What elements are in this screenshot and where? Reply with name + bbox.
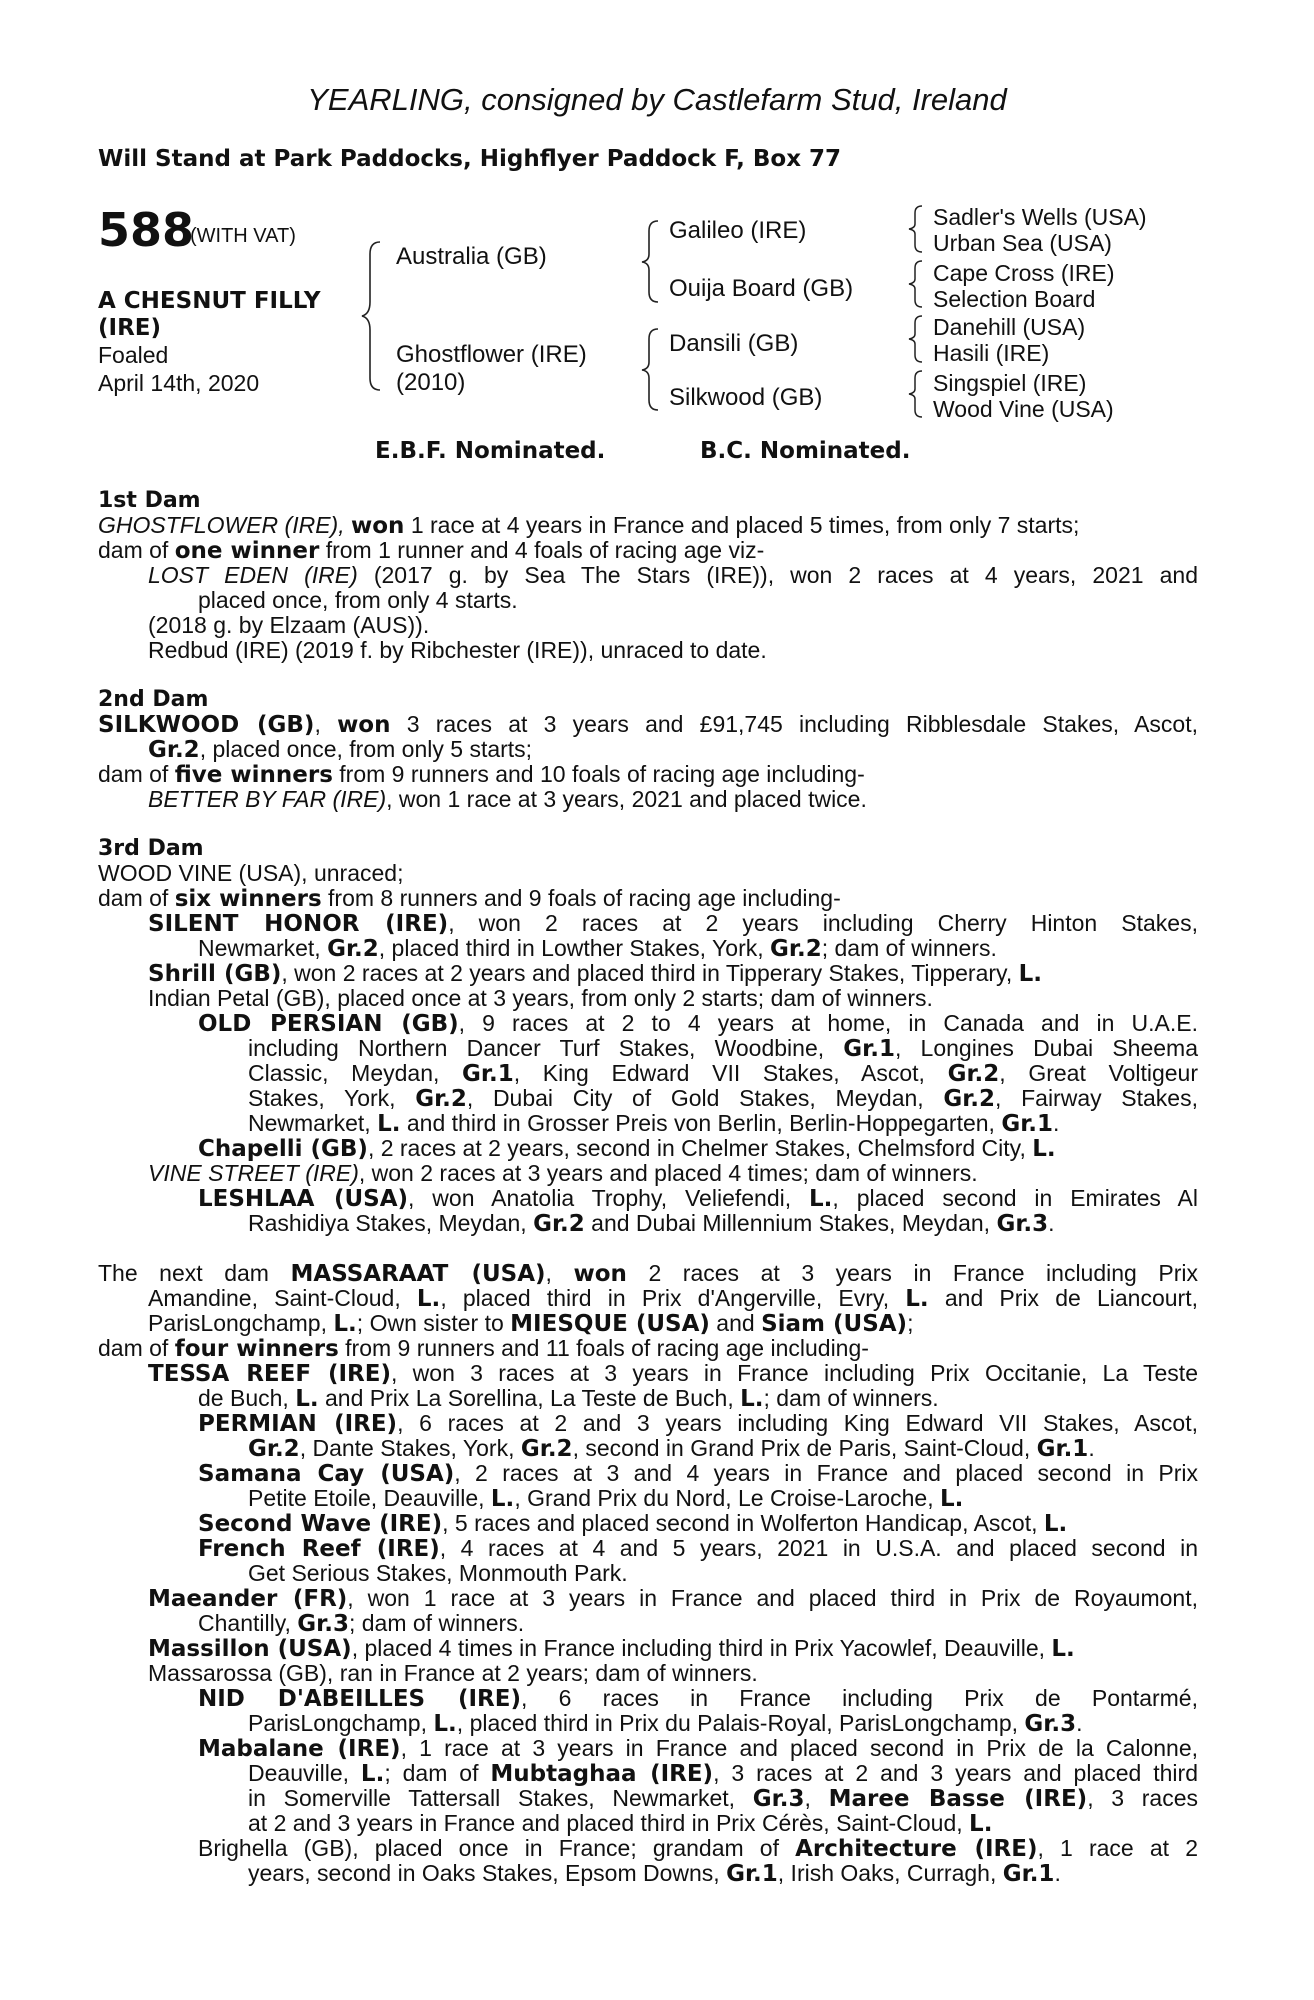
text: , Fairway Stakes,: [995, 1085, 1198, 1111]
emphasis-text: L.: [416, 1286, 441, 1312]
first-dam-heading: 1st Dam: [98, 488, 201, 513]
text: Indian Petal (GB), placed once at 3 years, from only 2 starts; dam of winners.: [148, 985, 933, 1011]
pedigree-brace-ggp4: [906, 368, 930, 420]
text: Redbud (IRE) (2019 f. by Ribchester (IRE)), unraced to date.: [148, 637, 767, 663]
dam-sire: Dansili (GB): [669, 330, 799, 357]
nextdam-line-1: [98, 1286, 1198, 1311]
emphasis-text: Gr.2: [947, 1061, 1000, 1087]
text: , 1 race at 3 years in France and placed second in Prix de la Calonne,: [400, 1735, 1199, 1761]
emphasis-text: Siam (USA): [761, 1311, 908, 1337]
text: dam of: [98, 1335, 175, 1361]
nextdam-line-3: [98, 1336, 1198, 1361]
emphasis-text: Gr.1: [1036, 1436, 1089, 1462]
emphasis-text: L.: [940, 1486, 964, 1512]
text: ,: [804, 1785, 829, 1811]
nextdam-line-14: [98, 1611, 1198, 1636]
emphasis-text: Gr.1: [726, 1861, 778, 1887]
emphasis-text: Gr.2: [520, 1436, 573, 1462]
ggp-8: Wood Vine (USA): [933, 396, 1114, 422]
text: , won 3 races at 3 years in France including Prix Occitanie, La Teste: [390, 1360, 1198, 1386]
emphasis-text: Mabalane (IRE): [198, 1736, 401, 1762]
emphasis-text: MASSARAAT (USA): [290, 1261, 546, 1287]
text: in Somerville Tattersall Stakes, Newmarket,: [248, 1785, 753, 1811]
sire-dam: Ouija Board (GB): [669, 275, 854, 302]
text: , 9 races at 2 to 4 years at home, in Canada and in U.A.E.: [458, 1010, 1198, 1036]
emphasis-text: TESSA REEF (IRE): [148, 1361, 391, 1387]
text: , Dubai City of Gold Stakes, Meydan,: [466, 1085, 944, 1111]
nextdam-line-2: [98, 1311, 1198, 1336]
text: , 4 races at 4 and 5 years, 2021 in U.S.A. and placed second in: [439, 1535, 1199, 1561]
emphasis-text: MIESQUE (USA): [510, 1311, 710, 1337]
text: , won Anatolia Trophy, Veliefendi,: [408, 1185, 810, 1211]
nextdam-line-20: [98, 1761, 1198, 1786]
dam3-line-5: [98, 986, 1198, 1011]
nextdam-line-0: [98, 1261, 1198, 1286]
text: and: [709, 1310, 762, 1336]
emphasis-text: SILENT HONOR (IRE): [148, 911, 449, 937]
dam2-line-3: [98, 787, 1198, 812]
emphasis-text: Gr.1: [462, 1061, 514, 1087]
nextdam-line-6: [98, 1411, 1198, 1436]
text: Amandine, Saint-Cloud,: [148, 1285, 417, 1311]
nextdam-line-10: [98, 1511, 1198, 1536]
text: Newmarket,: [198, 935, 328, 961]
text: including Northern Dancer Turf Stakes, Woodbine,: [248, 1035, 844, 1061]
won-label: won: [337, 712, 391, 738]
stand-location: Will Stand at Park Paddocks, Highflyer Paddock F, Box 77: [98, 146, 842, 172]
text: ParisLongchamp,: [248, 1710, 434, 1736]
dam3-line-0: [98, 861, 1198, 886]
emphasis-text: four winners: [174, 1336, 339, 1362]
text: Get Serious Stakes, Monmouth Park.: [248, 1560, 628, 1586]
progeny-record: (2017 g. by Sea The Stars (IRE)), won 2 races at 4 years, 2021 and: [357, 562, 1198, 588]
text: .: [1076, 1710, 1083, 1736]
emphasis-text: French Reef (IRE): [198, 1536, 440, 1562]
dam1-line-0: [98, 513, 1198, 538]
text: , Irish Oaks, Curragh,: [777, 1860, 1003, 1886]
text: , 6 races at 2 and 3 years including King Edward VII Stakes, Ascot,: [397, 1410, 1198, 1436]
text: dam of: [98, 537, 175, 563]
nextdam-line-7: [98, 1436, 1198, 1461]
emphasis-text: Gr.2: [248, 1436, 300, 1462]
sire-sire: Galileo (IRE): [669, 217, 807, 244]
nextdam-line-17: [98, 1686, 1198, 1711]
emphasis-text: Gr.2: [770, 936, 822, 962]
third-dam-section: [98, 861, 1198, 1236]
lot-number: 588: [98, 203, 195, 257]
text: The next dam: [98, 1260, 291, 1286]
nextdam-line-4: [98, 1361, 1198, 1386]
text: ParisLongchamp,: [148, 1310, 334, 1336]
text: , won 1 race at 3 years, 2021 and placed twice.: [386, 786, 867, 812]
page-title: YEARLING, consigned by Castlefarm Stud, Ireland: [307, 82, 1007, 117]
emphasis-text: L.: [1051, 1636, 1075, 1662]
emphasis-text: Gr.2: [533, 1211, 585, 1237]
text: ; dam of: [384, 1760, 491, 1786]
emphasis-text: L.: [969, 1811, 993, 1837]
text: and Dubai Millennium Stakes, Meydan,: [584, 1210, 997, 1236]
text: ; dam of winners.: [348, 1610, 525, 1636]
foaled-date: April 14th, 2020: [98, 370, 260, 396]
nextdam-line-16: [98, 1661, 1198, 1686]
text: , Grand Prix du Nord, Le Croise-Laroche,: [514, 1485, 941, 1511]
text: Petite Etoile, Deauville,: [248, 1485, 491, 1511]
text: Rashidiya Stakes, Meydan,: [248, 1210, 534, 1236]
text: Chantilly,: [198, 1610, 298, 1636]
ggp-6: Hasili (IRE): [933, 340, 1050, 366]
text: , second in Grand Prix de Paris, Saint-Cloud,: [572, 1435, 1037, 1461]
emphasis-text: L.: [490, 1486, 515, 1512]
nextdam-line-19: [98, 1736, 1198, 1761]
emphasis-text: L.: [333, 1311, 357, 1337]
text: .: [1088, 1435, 1095, 1461]
text: Stakes, York,: [248, 1085, 416, 1111]
text: , placed once, from only 5 starts;: [199, 736, 533, 762]
progeny-name: BETTER BY FAR (IRE): [148, 786, 387, 812]
nextdam-line-9: [98, 1486, 1198, 1511]
text: , Dante Stakes, York,: [299, 1435, 521, 1461]
dam1-line-2: [98, 563, 1198, 588]
vat-label: (WITH VAT): [190, 225, 296, 247]
text: , 3 races at 2 and 3 years and placed third: [713, 1760, 1198, 1786]
emphasis-text: L.: [1032, 1136, 1056, 1162]
text: , placed third in Prix d'Angerville, Evry,: [440, 1285, 906, 1311]
emphasis-text: L.: [377, 1111, 401, 1137]
emphasis-text: Gr.3: [297, 1611, 349, 1637]
first-dam-section: [98, 513, 1198, 663]
text: , Great Voltigeur: [999, 1060, 1199, 1086]
text: , King Edward VII Stakes, Ascot,: [513, 1060, 948, 1086]
emphasis-text: Gr.2: [943, 1086, 996, 1112]
text: , 2 races at 2 years, second in Chelmer Stakes, Chelmsford City,: [367, 1135, 1033, 1161]
text: .: [1054, 1860, 1061, 1886]
dam3-line-1: [98, 886, 1198, 911]
emphasis-text: L.: [905, 1286, 929, 1312]
dam-dam: Silkwood (GB): [669, 384, 823, 411]
text: and third in Grosser Preis von Berlin, Berlin-Hoppegarten,: [400, 1110, 1002, 1136]
nextdam-line-5: [98, 1386, 1198, 1411]
ebf-nomination: E.B.F. Nominated.: [375, 438, 606, 464]
sire: Australia (GB): [396, 243, 547, 270]
text: , placed second in Emirates Al: [832, 1185, 1199, 1211]
dam-record: 1 race at 4 years in France and placed 5 times, from only 7 starts;: [404, 512, 1080, 538]
emphasis-text: Gr.3: [1024, 1711, 1077, 1737]
emphasis-text: LESHLAA (USA): [198, 1186, 409, 1212]
horse-origin: (IRE): [98, 315, 162, 341]
next-dam-section: [98, 1261, 1198, 1886]
foaled-label: Foaled: [98, 342, 169, 368]
dam3-line-8: [98, 1061, 1198, 1086]
text: ; Own sister to: [356, 1310, 511, 1336]
text: de Buch,: [198, 1385, 296, 1411]
dam3-line-10: [98, 1111, 1198, 1136]
dam3-line-14: [98, 1211, 1198, 1236]
emphasis-text: OLD PERSIAN (GB): [198, 1011, 459, 1037]
dam2-line-1: [98, 737, 1198, 762]
emphasis-text: Gr.3: [752, 1786, 805, 1812]
text: , won 2 races at 3 years and placed 4 times; dam of winners.: [358, 1160, 978, 1186]
emphasis-text: L.: [809, 1186, 833, 1212]
horse-description: A CHESNUT FILLY: [98, 288, 321, 314]
dam1-line-4: [98, 613, 1198, 638]
dam2-line-2: [98, 762, 1198, 787]
dam3-line-12: [98, 1161, 1198, 1186]
text: , won 1 race at 3 years in France and placed third in Prix de Royaumont,: [347, 1585, 1198, 1611]
nextdam-line-13: [98, 1586, 1198, 1611]
emphasis-text: Shrill (GB): [148, 961, 282, 987]
grade: Gr.2: [148, 737, 200, 763]
italic-text: VINE STREET (IRE): [148, 1160, 359, 1186]
pedigree-brace-sire: [640, 218, 666, 304]
text: (2018 g. by Elzaam (AUS)).: [148, 612, 430, 638]
emphasis-text: L.: [1018, 961, 1043, 987]
emphasis-text: Chapelli (GB): [198, 1136, 368, 1162]
emphasis-text: Gr.2: [327, 936, 379, 962]
emphasis-text: Samana Cay (USA): [198, 1461, 455, 1487]
text: from 9 runners and 11 foals of racing age including-: [338, 1335, 869, 1361]
emphasis-text: Gr.1: [1002, 1861, 1055, 1887]
text: at 2 and 3 years in France and placed third in Prix Cérès, Saint-Cloud,: [248, 1810, 970, 1836]
emphasis-text: NID D'ABEILLES (IRE): [198, 1686, 521, 1712]
ggp-3: Cape Cross (IRE): [933, 260, 1115, 286]
emphasis-text: L.: [360, 1761, 385, 1787]
dam1-line-3: [98, 588, 1198, 613]
dam3-line-13: [98, 1186, 1198, 1211]
text: , 1 race at 2: [1037, 1835, 1198, 1861]
emphasis-text: Gr.3: [996, 1211, 1049, 1237]
dam3-line-4: [98, 961, 1198, 986]
bc-nomination: B.C. Nominated.: [700, 438, 911, 464]
text: from 1 runner and 4 foals of racing age viz-: [319, 537, 765, 563]
text: 2 races at 3 years in France including Prix: [626, 1260, 1198, 1286]
dam3-line-7: [98, 1036, 1198, 1061]
text: dam of: [98, 885, 175, 911]
emphasis-text: Gr.2: [415, 1086, 467, 1112]
text: .: [1053, 1110, 1060, 1136]
pedigree-brace-dam: [640, 326, 666, 412]
ggp-7: Singspiel (IRE): [933, 370, 1087, 396]
dam1-line-5: [98, 638, 1198, 663]
emphasis-text: Architecture (IRE): [795, 1836, 1038, 1862]
text: and Prix La Sorellina, La Teste de Buch,: [318, 1385, 741, 1411]
dam: Ghostflower (IRE): [396, 341, 587, 368]
pedigree-brace-ggp3: [906, 313, 930, 365]
text: WOOD VINE (USA), unraced;: [98, 860, 404, 886]
text: dam of: [98, 761, 175, 787]
progeny-name: LOST EDEN (IRE): [148, 562, 358, 588]
ggp-5: Danehill (USA): [933, 314, 1086, 340]
text: , 5 races and placed second in Wolferton Handicap, Ascot,: [442, 1510, 1044, 1536]
emphasis-text: Gr.1: [843, 1036, 895, 1062]
text: , placed third in Prix du Palais-Royal, ParisLongchamp,: [456, 1710, 1025, 1736]
dam-name: GHOSTFLOWER (IRE),: [98, 512, 351, 538]
text: Deauville,: [248, 1760, 361, 1786]
nextdam-line-18: [98, 1711, 1198, 1736]
text: , 3 races: [1087, 1785, 1199, 1811]
text: , 6 races in France including Prix de Pontarmé,: [520, 1685, 1198, 1711]
dam2-line-0: [98, 712, 1198, 737]
text: ;: [907, 1310, 914, 1336]
text: Brighella (GB), placed once in France; grandam of: [198, 1835, 796, 1861]
ggp-4: Selection Board: [933, 286, 1096, 312]
nextdam-line-15: [98, 1636, 1198, 1661]
emphasis-text: Massillon (USA): [148, 1636, 352, 1662]
text: Massarossa (GB), ran in France at 2 years; dam of winners.: [148, 1660, 758, 1686]
emphasis-text: Maree Basse (IRE): [828, 1786, 1088, 1812]
text: Newmarket,: [248, 1110, 378, 1136]
dam3-line-11: [98, 1136, 1198, 1161]
winner-count: five winners: [174, 762, 333, 788]
pedigree-brace-main: [360, 238, 390, 393]
nextdam-line-24: [98, 1861, 1198, 1886]
nextdam-line-11: [98, 1536, 1198, 1561]
text: , placed 4 times in France including third in Prix Yacowlef, Deauville,: [351, 1635, 1052, 1661]
dam1-line-1: [98, 538, 1198, 563]
nextdam-line-23: [98, 1836, 1198, 1861]
text: and Prix de Liancourt,: [928, 1285, 1199, 1311]
third-dam-heading: 3rd Dam: [98, 836, 204, 861]
text: ; dam of winners.: [821, 935, 997, 961]
emphasis-text: six winners: [174, 886, 322, 912]
emphasis-text: Gr.1: [1001, 1111, 1054, 1137]
emphasis-text: Maeander (FR): [148, 1586, 348, 1612]
text: from 9 runners and 10 foals of racing age including-: [332, 761, 865, 787]
nextdam-line-21: [98, 1786, 1198, 1811]
emphasis-text: won: [573, 1261, 627, 1287]
emphasis-text: Mubtaghaa (IRE): [490, 1761, 714, 1787]
nextdam-line-12: [98, 1561, 1198, 1586]
pedigree-brace-ggp2: [906, 258, 930, 310]
text: placed once, from only 4 starts.: [198, 587, 518, 613]
text: Classic, Meydan,: [248, 1060, 463, 1086]
dam3-line-6: [98, 1011, 1198, 1036]
dam3-line-9: [98, 1086, 1198, 1111]
text: , won 2 races at 2 years including Cherry Hinton Stakes,: [448, 910, 1198, 936]
nextdam-line-8: [98, 1461, 1198, 1486]
emphasis-text: L.: [433, 1711, 457, 1737]
emphasis-text: L.: [295, 1386, 319, 1412]
nextdam-line-22: [98, 1811, 1198, 1836]
text: years, second in Oaks Stakes, Epsom Downs,: [248, 1860, 727, 1886]
emphasis-text: L.: [1043, 1511, 1068, 1537]
text: ,: [545, 1260, 574, 1286]
ggp-2: Urban Sea (USA): [933, 230, 1112, 256]
text: .: [1048, 1210, 1055, 1236]
dam-year: (2010): [396, 369, 466, 396]
pedigree-brace-ggp1: [906, 203, 930, 255]
text: ,: [314, 711, 338, 737]
dam3-line-2: [98, 911, 1198, 936]
emphasis-text: PERMIAN (IRE): [198, 1411, 398, 1437]
ggp-1: Sadler's Wells (USA): [933, 204, 1147, 230]
dam-name: SILKWOOD (GB): [98, 712, 315, 738]
text: ; dam of winners.: [763, 1385, 939, 1411]
dam-record: 3 races at 3 years and £91,745 including Ribblesdale Stakes, Ascot,: [390, 711, 1199, 737]
text: , placed third in Lowther Stakes, York,: [378, 935, 771, 961]
text: , Longines Dubai Sheema: [894, 1035, 1198, 1061]
dam3-line-3: [98, 936, 1198, 961]
text: , won 2 races at 2 years and placed third in Tipperary Stakes, Tipperary,: [281, 960, 1019, 986]
second-dam-heading: 2nd Dam: [98, 687, 209, 712]
emphasis-text: L.: [740, 1386, 764, 1412]
emphasis-text: Second Wave (IRE): [198, 1511, 443, 1537]
text: , 2 races at 3 and 4 years in France and placed second in Prix: [454, 1460, 1198, 1486]
won-label: won: [351, 513, 405, 539]
second-dam-section: [98, 712, 1198, 812]
text: from 8 runners and 9 foals of racing age including-: [321, 885, 841, 911]
winner-count: one winner: [174, 538, 320, 564]
